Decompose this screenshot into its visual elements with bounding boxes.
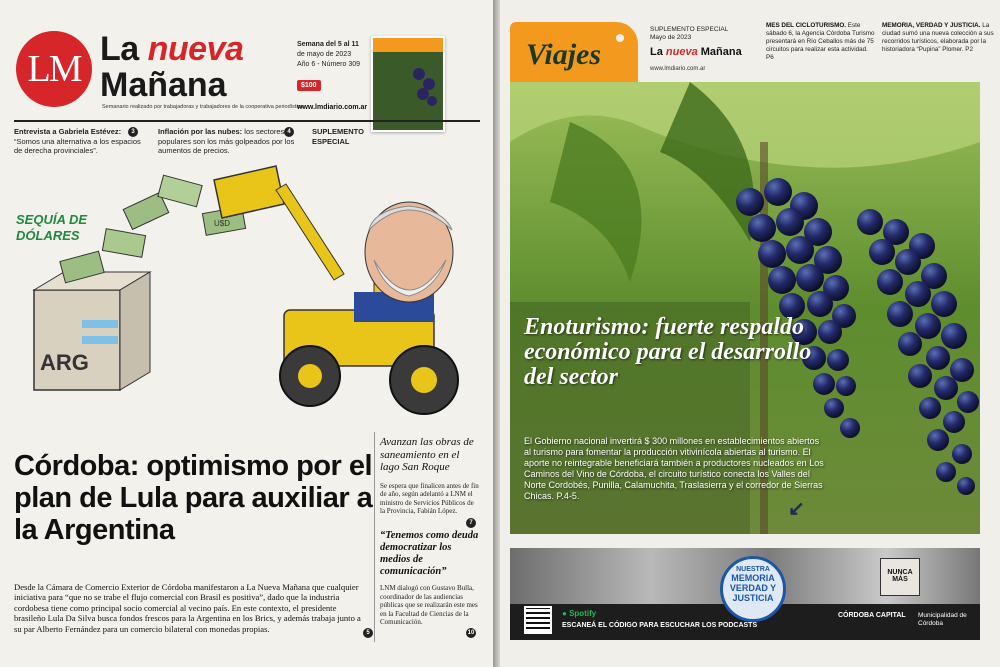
note-2-title: MEMORIA, VERDAD Y JUSTICIA. xyxy=(882,22,981,29)
badge-line-2: MEMORIA VERDAD Y JUSTICIA xyxy=(729,573,777,603)
supplement-date: Mayo de 2023 xyxy=(650,34,692,41)
side-story-1-text: Se espera que finalicen antes de fin de año, según adelantó a LNM el ministro de Servicios Públicos de la Provincia, Fabián López. xyxy=(380,481,479,516)
note-memoria[interactable] xyxy=(882,22,994,54)
spotify-icon: ● xyxy=(562,609,567,618)
note-1-title: MES DEL CICLOTURISMO. xyxy=(766,22,846,29)
bill-label: U$D xyxy=(214,219,231,228)
issue-info xyxy=(297,40,360,70)
side-story-2-text: LNM dialogó con Gustavo Bulla, coordinador de las audiencias públicas que se realizarán este mes en la Facultad de Ciencias de la Comunicación. xyxy=(380,584,478,627)
qr-code[interactable] xyxy=(524,606,552,634)
cartoon-caption-line-2: DÓLARES xyxy=(16,228,80,243)
side-story-1-page: 7 xyxy=(466,518,476,528)
issue-week: Semana del 5 al 11 xyxy=(297,41,359,48)
brand-line-1 xyxy=(100,30,243,69)
price-badge: $100 xyxy=(297,80,321,91)
supplement-label: SUPLEMENTO ESPECIAL xyxy=(312,127,364,146)
note-2-text: La ciudad sumó una nueva colección a sus recorridos turísticos, elaborada por la historiadora “Pupina” Plomer. P2 xyxy=(882,22,994,53)
masthead-rule xyxy=(14,120,480,122)
spotify-label xyxy=(562,609,596,618)
story-headline[interactable]: Enoturismo: fuerte respaldo económico para el desarrollo del sector xyxy=(524,314,812,390)
issue-number: Año 6 - Número 309 xyxy=(297,61,361,68)
sponsor-municipalidad: Municipalidad de Córdoba xyxy=(918,612,967,627)
page-gutter xyxy=(493,0,500,667)
story-summary: El Gobierno nacional invertirá $ 300 millones en establecimientos abiertos al turismo para fomentar la producción vitivinícola abiertas al turismo. El aporte no reintegrable beneficiará también a productores nucleados en Los Caminos del Vino de Córdoba, el circuito turístico conecta los Valles del Norte Cordobés, Punilla, Calamuchita, Traslasierra y el corredor de Sierras Chicas. P.4-5. xyxy=(524,436,824,501)
supplement-meta-label: SUPLEMENTO ESPECIAL xyxy=(650,26,729,33)
brand-word-nueva: nueva xyxy=(147,30,244,68)
cartoon-caption-line-1: SEQUÍA DE xyxy=(16,212,88,227)
brand-word-nueva: nueva xyxy=(665,46,698,58)
nunca-mas-sign: NUNCA MÁS xyxy=(880,558,920,596)
side-story-1-title: Avanzan las obras de saneamiento en el lago San Roque xyxy=(380,436,474,473)
brand-word-manana: Mañana xyxy=(700,46,742,58)
sponsor-cordoba-capital: CÓRDOBA CAPITAL xyxy=(838,612,906,619)
side-story-2[interactable] xyxy=(380,530,480,627)
brand-line-2: Mañana xyxy=(100,66,227,104)
grape-shape xyxy=(427,96,437,106)
note-1-text: Este sábado 6, la Agencia Córdoba Turismo presentará en Río Ceballos más de 75 circuitos para realizar esta actividad. P6 xyxy=(766,22,875,61)
teaser-2-text: los sectores populares son los más golpeados por los aumentos de precios. xyxy=(158,127,295,155)
supplement-website[interactable]: www.lmdiario.com.ar xyxy=(650,66,706,72)
issue-month: de mayo de 2023 xyxy=(297,51,352,58)
supplement-meta xyxy=(650,26,728,42)
teaser-2-title: Inflación por las nubes: xyxy=(158,127,243,136)
left-newspaper-page xyxy=(0,0,493,667)
teaser-1-title: Entrevista a Gabriela Estévez: xyxy=(14,127,122,136)
brand-tagline: Semanario realizado por trabajadoras y trabajadores de la cooperativa periodística. xyxy=(102,104,306,110)
teaser-2-page: 4 xyxy=(284,127,294,137)
brand-word-la: La xyxy=(650,46,663,58)
teaser-2[interactable] xyxy=(158,127,303,156)
column-rule xyxy=(374,432,375,642)
teaser-1-page: 3 xyxy=(128,127,138,137)
cartoon-illustration xyxy=(14,160,480,432)
side-story-2-page: 10 xyxy=(467,630,475,636)
caricature-figure xyxy=(354,202,453,322)
tag-title: Viajes xyxy=(526,38,602,71)
supplement-brand xyxy=(650,46,742,58)
arg-box-label: ARG xyxy=(40,350,89,375)
side-story-1[interactable] xyxy=(380,436,480,516)
lead-page-number: 5 xyxy=(363,628,373,638)
teaser-1[interactable] xyxy=(14,127,144,156)
brand-word-la: La xyxy=(100,30,139,68)
grape-shape xyxy=(413,68,425,80)
podcast-cta: ESCANEÁ EL CÓDIGO PARA ESCUCHAR LOS PODCASTS xyxy=(562,622,758,629)
right-supplement-page xyxy=(500,0,1000,667)
memoria-badge xyxy=(720,556,786,622)
note-cicloturismo[interactable] xyxy=(766,22,876,62)
website-link[interactable]: www.lmdiario.com.ar xyxy=(297,104,368,111)
side-story-2-title: “Tenemos como deuda democratizar los medios de comunicación” xyxy=(380,530,479,577)
thumb-header xyxy=(373,38,443,52)
spotify-text: Spotify xyxy=(569,609,597,618)
supplement-thumbnail[interactable] xyxy=(371,36,445,132)
lead-paragraph xyxy=(14,582,369,634)
tag-hole xyxy=(616,34,624,42)
main-headline[interactable]: Córdoba: optimismo por el plan de Lula para auxiliar a la Argentina xyxy=(14,450,373,546)
teaser-1-text: “Somos una alternativa a los espacios de derecha provinciales”. xyxy=(14,136,141,155)
logo-initials: LM xyxy=(27,48,81,90)
lead-text: Desde la Cámara de Comercio Exterior de Córdoba manifestaron a La Nueva Mañana que cualquier iniciativa para “que no se trabe el flujo comercial con Brasil es positiva”, dado que la industria cordobesa tiene como principal socio comercial al vecino país. En este contexto, el presidente brasileño Lula Da Silva busca fondos frescos para la Argentina en los Brics, y además trabaja junto a su par Alberto Fernández para un comercio bilateral con monedas propias. xyxy=(14,582,361,634)
podcast-banner[interactable] xyxy=(510,548,980,640)
lm-logo xyxy=(16,31,92,107)
arrow-down-left-icon: ↙ xyxy=(788,498,805,520)
cartoon-caption xyxy=(16,212,87,244)
badge-line-1: NUESTRA xyxy=(736,566,770,573)
